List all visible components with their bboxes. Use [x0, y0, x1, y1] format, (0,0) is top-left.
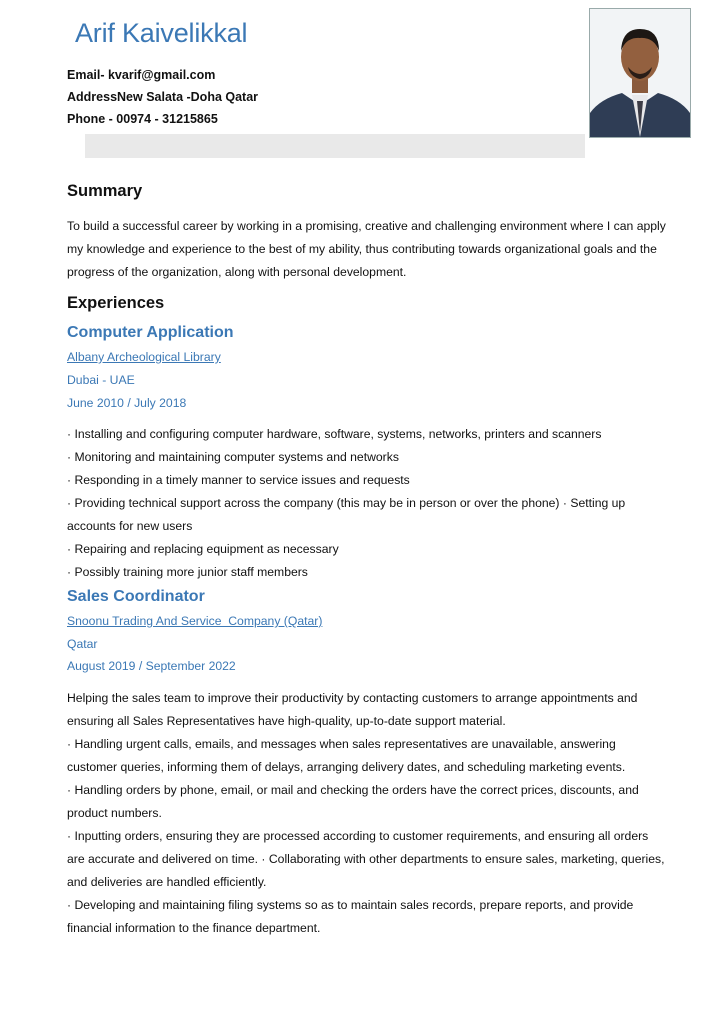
resume-name: Arif Kaivelikkal — [75, 18, 248, 48]
job-dates: August 2019 / September 2022 — [67, 659, 236, 673]
job-title: Sales Coordinator — [67, 588, 205, 605]
header-divider-bar — [85, 134, 585, 158]
experiences-heading: Experiences — [67, 294, 165, 312]
company-link[interactable]: Albany Archeological Library — [67, 350, 221, 364]
job-location: Dubai - UAE — [67, 373, 135, 387]
list-item: · Providing technical support across the company (this may be in person or over the phone) · Setting up accounts for new users — [67, 496, 626, 533]
list-item: · Responding in a timely manner to service issues and requests — [67, 473, 410, 487]
company-link[interactable]: Snoonu Trading And Service Company (Qatar) — [67, 614, 323, 628]
job-dates: June 2010 / July 2018 — [67, 396, 187, 410]
profile-photo — [589, 8, 691, 138]
summary-text: To build a successful career by working in a promising, creative and challenging environment where I can apply my knowledge and experience to the best of my ability, thus contributing towards organizational goals and the progress of the organization, along with personal development. — [67, 219, 666, 279]
email-line: Email- kvarif@gmail.com — [67, 68, 216, 82]
list-item: · Inputting orders, ensuring they are processed according to customer requirements, and ensuring all orders are accurate and delivered on time. · Collaborating with other departments to ensure sales, marketing, queries, and deliveries are handled efficiently. — [67, 829, 665, 889]
summary-heading: Summary — [67, 182, 143, 200]
list-item: · Possibly training more junior staff members — [67, 565, 308, 579]
job-duties-list — [67, 423, 667, 584]
job-location: Qatar — [67, 637, 98, 651]
phone-line: Phone - 00974 - 31215865 — [67, 112, 218, 126]
list-item: · Developing and maintaining filing systems so as to maintain sales records, prepare reports, and provide financial information to the finance department. — [67, 898, 634, 935]
person-portrait-icon — [590, 9, 690, 137]
list-item: Helping the sales team to improve their productivity by contacting customers to arrange appointments and ensuring all Sales Representatives have high-quality, up-to-date support material. — [67, 691, 638, 728]
address-line: AddressNew Salata -Doha Qatar — [67, 90, 259, 104]
list-item: · Handling urgent calls, emails, and messages when sales representatives are unavailable, answering customer queries, informing them of delays, arranging delivery dates, and scheduling marketing events. — [67, 737, 626, 774]
job-duties-list — [67, 687, 667, 940]
list-item: · Repairing and replacing equipment as necessary — [67, 542, 339, 556]
job-title: Computer Application — [67, 324, 234, 341]
list-item: · Monitoring and maintaining computer systems and networks — [67, 450, 399, 464]
list-item: · Handling orders by phone, email, or mail and checking the orders have the correct prices, discounts, and product numbers. — [67, 783, 639, 820]
list-item: · Installing and configuring computer hardware, software, systems, networks, printers and scanners — [67, 427, 602, 441]
